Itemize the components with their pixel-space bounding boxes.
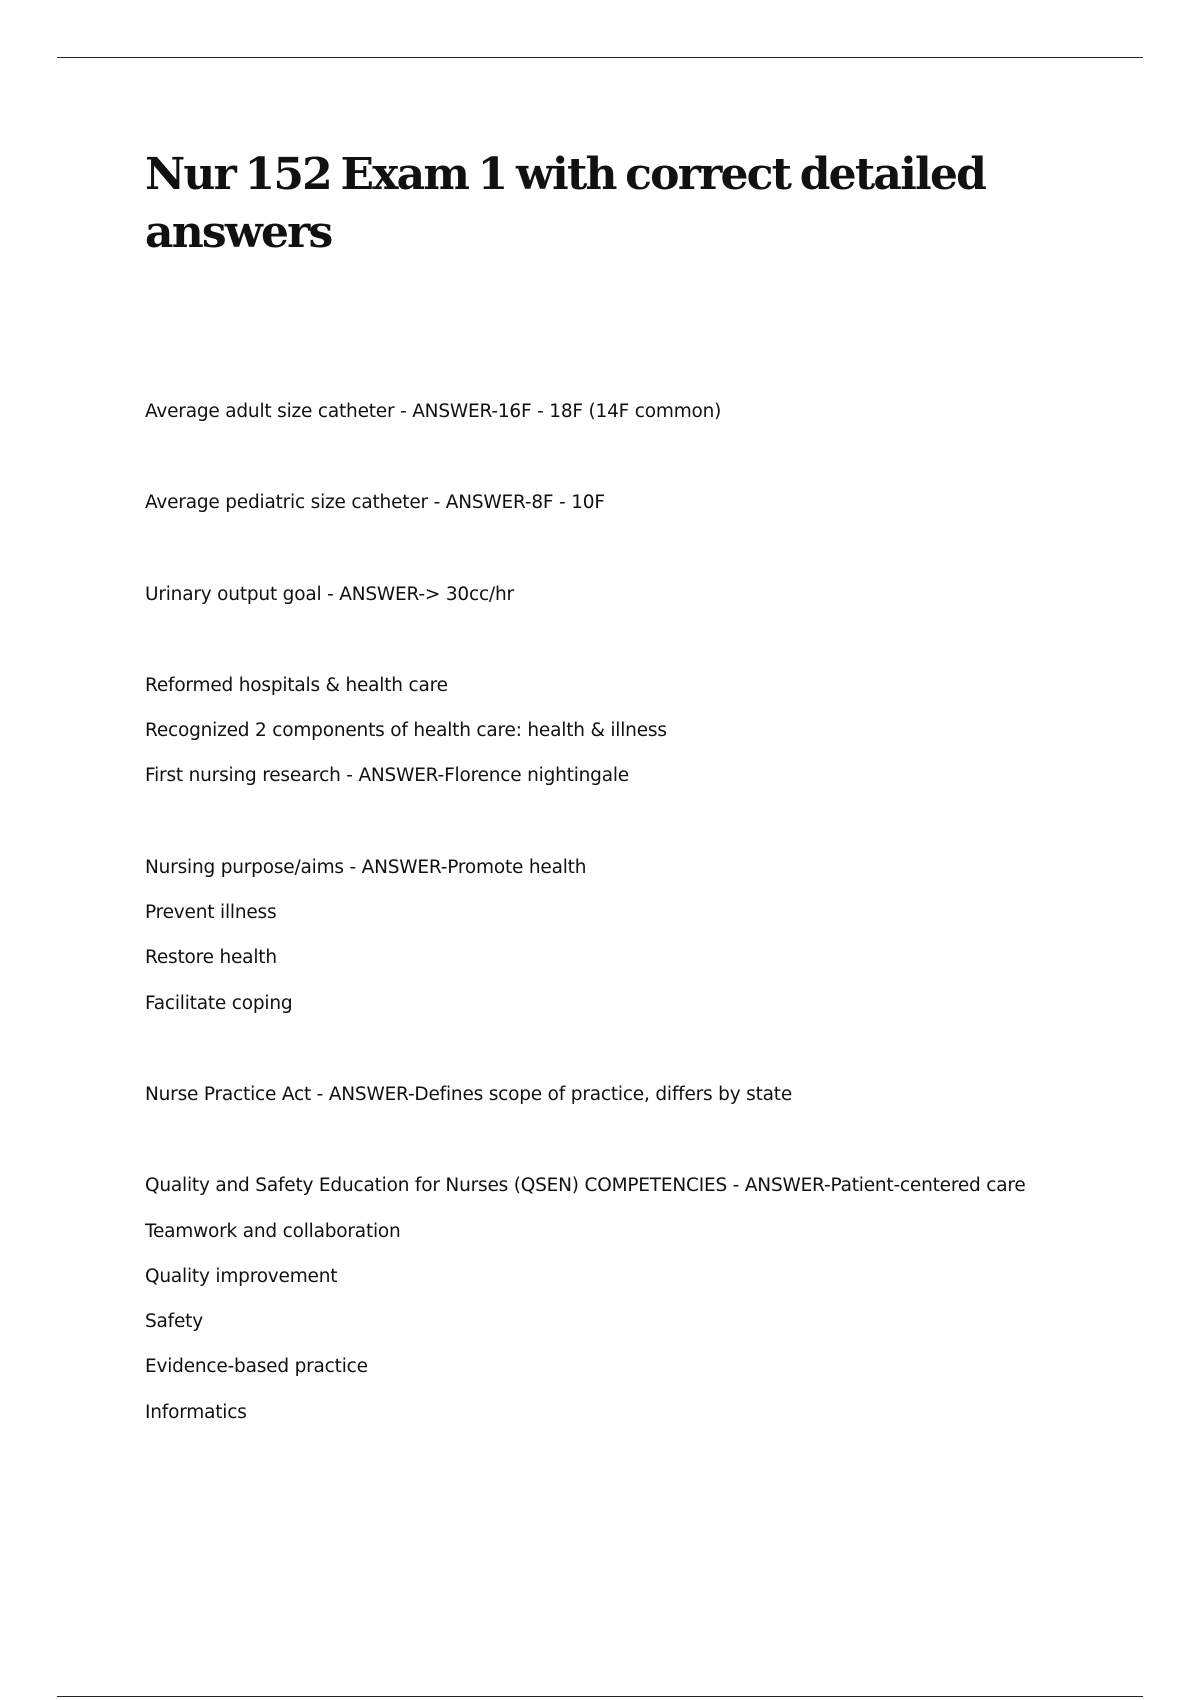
document-body <box>145 389 1145 1435</box>
qa-entry <box>145 1072 1145 1117</box>
text-line: Teamwork and collaboration <box>145 1220 401 1242</box>
text-line: Nurse Practice Act - ANSWER-Defines scope of practice, differs by state <box>145 1083 793 1105</box>
text-line: Recognized 2 components of health care: health & illness <box>145 720 667 742</box>
text-line: Facilitate coping <box>145 992 293 1014</box>
document-title: Nur 152 Exam 1 with correct detailed answers <box>145 149 986 258</box>
footer-rule <box>57 1696 1143 1697</box>
qa-entry <box>145 572 1145 617</box>
text-line: Quality improvement <box>145 1265 338 1287</box>
text-line: Quality and Safety Education for Nurses (QSEN) COMPETENCIES - ANSWER-Patient-centered care <box>145 1175 1026 1197</box>
text-line: Prevent illness <box>145 902 277 924</box>
qa-entry <box>145 480 1145 525</box>
text-line: Urinary output goal - ANSWER-> 30cc/hr <box>145 583 514 605</box>
text-line: Safety <box>145 1311 203 1333</box>
qa-entry <box>145 389 1145 434</box>
text-line: Nursing purpose/aims - ANSWER-Promote health <box>145 856 587 878</box>
text-line: Informatics <box>145 1401 247 1423</box>
text-line: Average adult size catheter - ANSWER-16F - 18F (14F common) <box>145 401 722 422</box>
text-line: Evidence-based practice <box>145 1356 368 1378</box>
text-line: First nursing research - ANSWER-Florence nightingale <box>145 765 629 787</box>
text-line: Reformed hospitals & health care <box>145 674 448 696</box>
text-line: Average pediatric size catheter - ANSWER-8F - 10F <box>145 492 605 514</box>
qa-entry <box>145 845 1145 1026</box>
text-line: Restore health <box>145 947 277 969</box>
qa-entry <box>145 1163 1145 1435</box>
qa-entry <box>145 663 1145 799</box>
header-rule <box>57 57 1143 58</box>
